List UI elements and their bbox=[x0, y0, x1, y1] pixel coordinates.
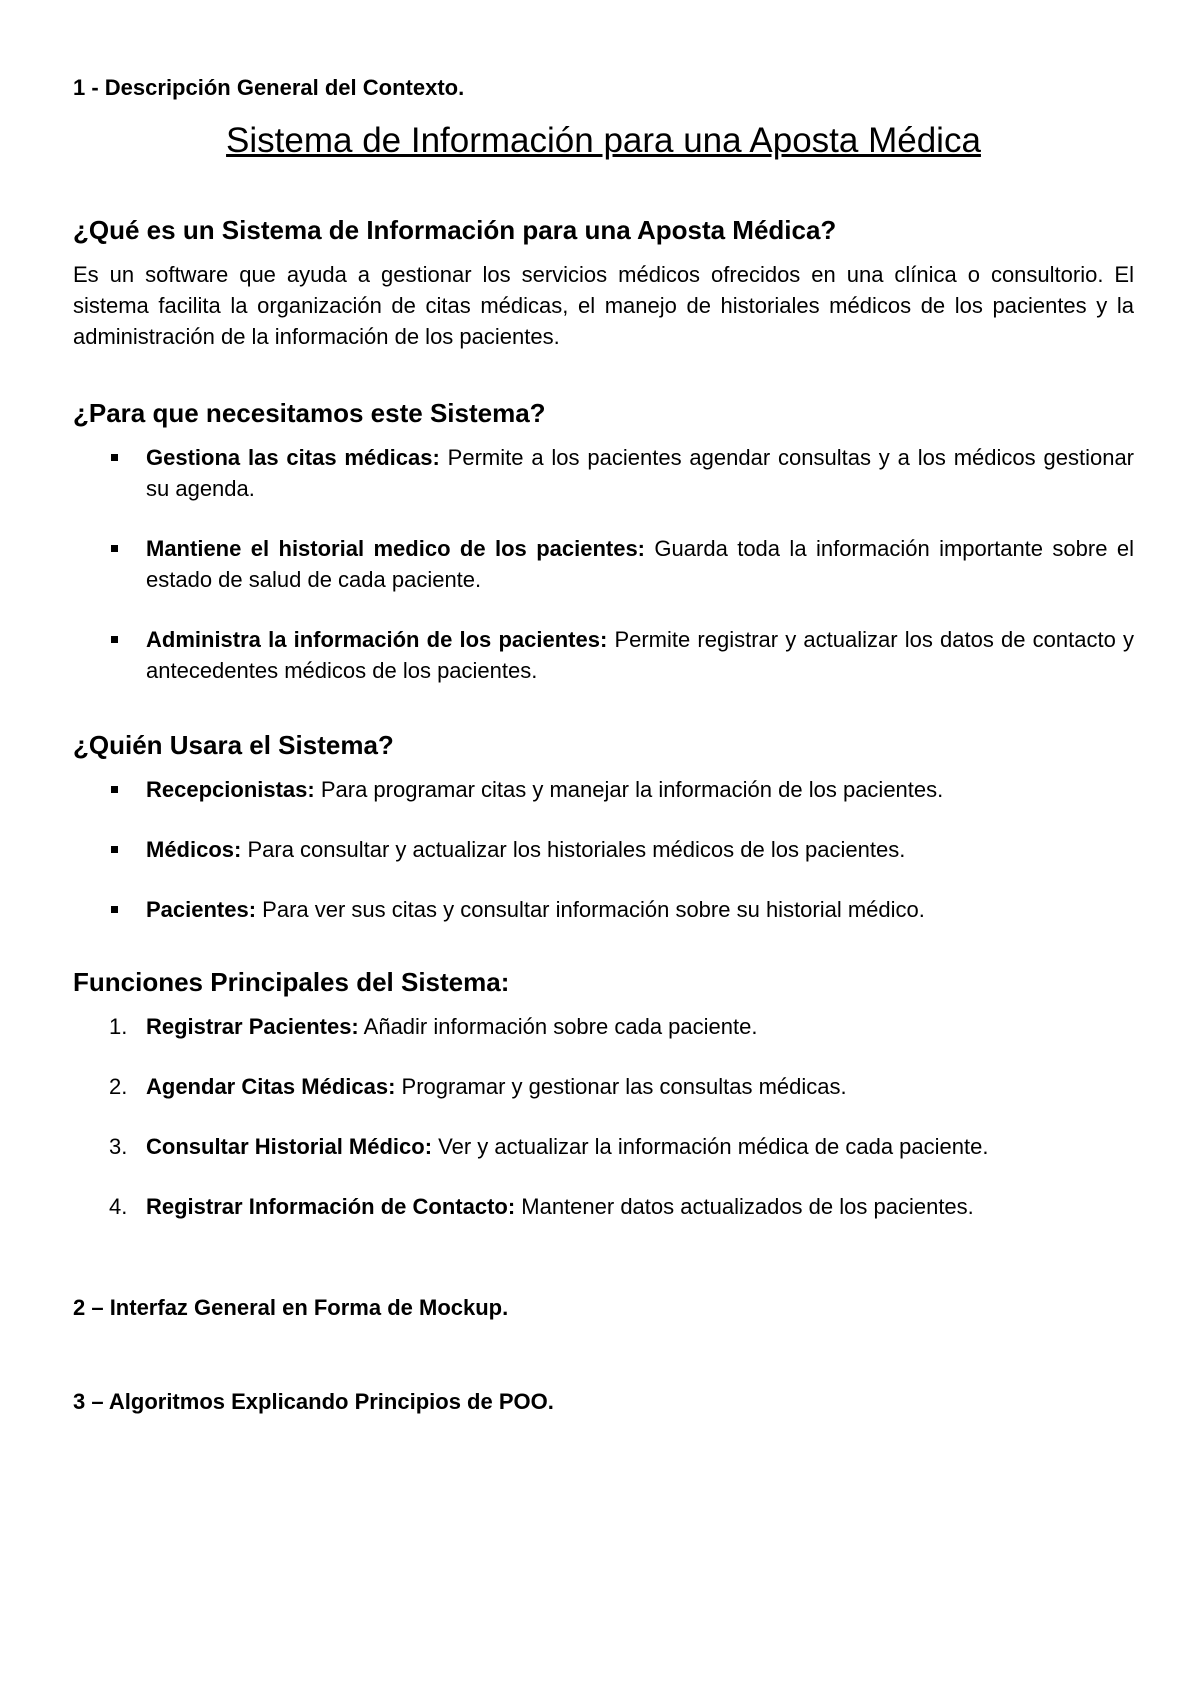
who-heading: ¿Quién Usara el Sistema? bbox=[73, 730, 394, 760]
list-number: 1. bbox=[109, 1014, 128, 1039]
function-item-term: Registrar Pacientes: bbox=[146, 1014, 359, 1039]
function-item-desc: Ver y actualizar la información médica de cada paciente. bbox=[432, 1134, 989, 1159]
bullet-icon bbox=[111, 636, 118, 643]
functions-list bbox=[73, 1011, 1134, 1222]
who-list-item bbox=[73, 774, 1134, 805]
who-item-term: Recepcionistas: bbox=[146, 777, 315, 802]
section-3-label: 3 – Algoritmos Explicando Principios de POO. bbox=[73, 1389, 554, 1414]
who-list-item bbox=[73, 834, 1134, 865]
function-item-term: Agendar Citas Médicas: bbox=[146, 1074, 396, 1099]
list-number: 3. bbox=[109, 1134, 128, 1159]
bullet-icon bbox=[111, 454, 118, 461]
function-item-desc: Programar y gestionar las consultas médicas. bbox=[395, 1074, 847, 1099]
why-item-desc: Guarda toda la información importante sobre el estado de salud de cada paciente. bbox=[146, 536, 1134, 592]
bullet-icon bbox=[111, 906, 118, 913]
function-list-item bbox=[73, 1071, 1134, 1102]
function-item-desc: Añadir información sobre cada paciente. bbox=[358, 1014, 758, 1039]
what-is-paragraph: Es un software que ayuda a gestionar los servicios médicos ofrecidos en una clínica o consultorio. El sistema facilita la organización de citas médicas, el manejo de historiales médicos de los pacientes y la administración de la información de los pacientes. bbox=[73, 262, 1134, 349]
who-item-term: Pacientes: bbox=[146, 897, 257, 922]
who-item-term: Médicos: bbox=[146, 837, 242, 862]
function-item-term: Registrar Información de Contacto: bbox=[146, 1194, 516, 1219]
why-list-item bbox=[73, 533, 1134, 595]
list-number: 2. bbox=[109, 1074, 128, 1099]
why-list-item bbox=[73, 442, 1134, 504]
why-list-item bbox=[73, 624, 1134, 686]
function-list-item bbox=[73, 1191, 1134, 1222]
who-list bbox=[73, 774, 1134, 925]
function-list-item bbox=[73, 1131, 1134, 1162]
why-list bbox=[73, 442, 1134, 686]
function-item-term: Consultar Historial Médico: bbox=[146, 1134, 433, 1159]
why-item-term: Administra la información de los pacientes: bbox=[146, 627, 608, 652]
why-item-desc: Permite a los pacientes agendar consultas y a los médicos gestionar su agenda. bbox=[146, 445, 1135, 501]
who-item-desc: Para ver sus citas y consultar información sobre su historial médico. bbox=[256, 897, 925, 922]
why-item-term: Gestiona las citas médicas: bbox=[146, 445, 440, 470]
list-number: 4. bbox=[109, 1194, 128, 1219]
bullet-icon bbox=[111, 786, 118, 793]
bullet-icon bbox=[111, 846, 118, 853]
who-item-desc: Para programar citas y manejar la información de los pacientes. bbox=[314, 777, 944, 802]
what-is-heading: ¿Qué es un Sistema de Información para una Aposta Médica? bbox=[73, 215, 837, 245]
document-title: Sistema de Información para una Aposta Médica bbox=[226, 121, 981, 160]
bullet-icon bbox=[111, 545, 118, 552]
why-item-term: Mantiene el historial medico de los pacientes: bbox=[146, 536, 646, 561]
function-list-item bbox=[73, 1011, 1134, 1042]
section-2-label: 2 – Interfaz General en Forma de Mockup. bbox=[73, 1295, 509, 1320]
why-item-desc: Permite registrar y actualizar los datos de contacto y antecedentes médicos de los pacientes. bbox=[146, 627, 1134, 683]
who-item-desc: Para consultar y actualizar los historiales médicos de los pacientes. bbox=[241, 837, 906, 862]
functions-heading: Funciones Principales del Sistema: bbox=[73, 967, 510, 997]
who-list-item bbox=[73, 894, 1134, 925]
function-item-desc: Mantener datos actualizados de los pacientes. bbox=[515, 1194, 974, 1219]
section-1-label: 1 - Descripción General del Contexto. bbox=[73, 75, 465, 100]
why-heading: ¿Para que necesitamos este Sistema? bbox=[73, 398, 546, 428]
